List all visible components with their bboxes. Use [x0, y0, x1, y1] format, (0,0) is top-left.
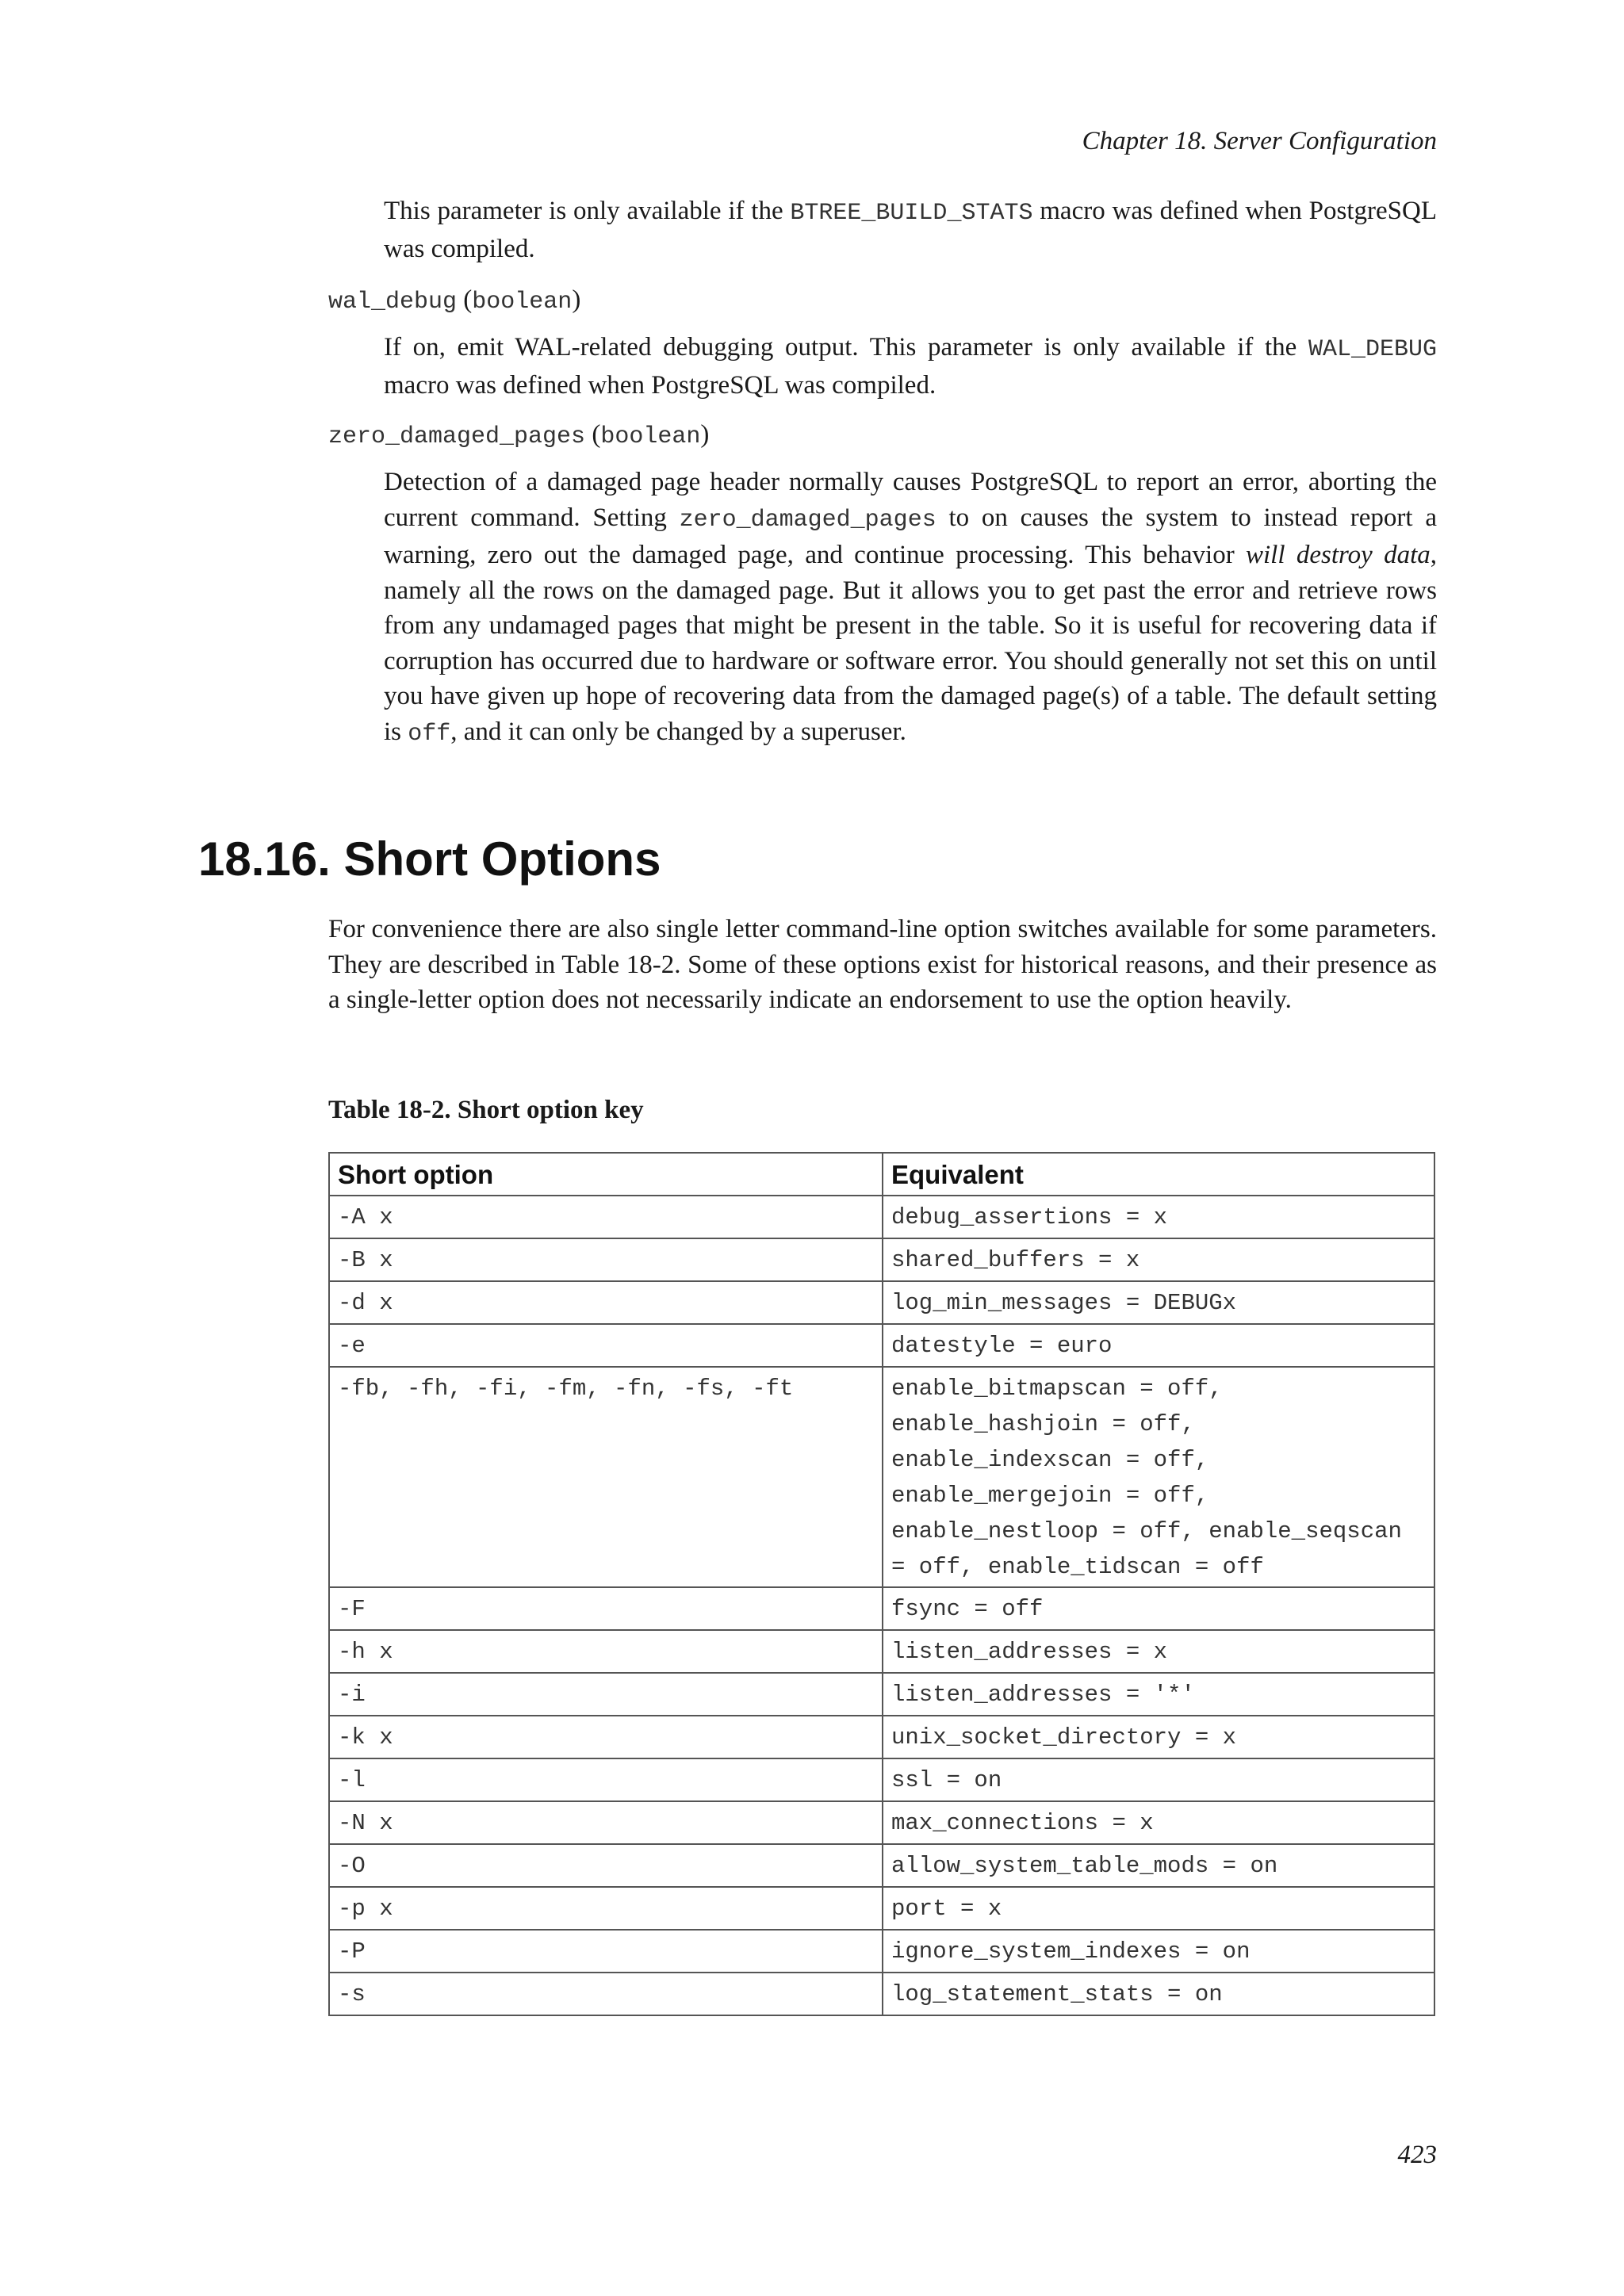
emphasis-will-destroy-data: will destroy data — [1246, 541, 1431, 569]
equivalent-cell: log_statement_stats = on — [883, 1973, 1434, 2015]
table-row — [329, 1973, 1434, 2015]
short-option-cell: -P — [329, 1930, 883, 1973]
table-row — [329, 1587, 1434, 1630]
table-row — [329, 1238, 1434, 1281]
short-option-cell: -k x — [329, 1716, 883, 1758]
equivalent-cell: debug_assertions = x — [883, 1196, 1434, 1238]
short-option-cell: -O — [329, 1844, 883, 1887]
short-option-cell: -A x — [329, 1196, 883, 1238]
equivalent-cell: log_min_messages = DEBUGx — [883, 1281, 1434, 1324]
table-row — [329, 1630, 1434, 1673]
equivalent-cell: unix_socket_directory = x — [883, 1716, 1434, 1758]
short-option-cell: -e — [329, 1324, 883, 1367]
table-row — [329, 1367, 1434, 1587]
table-row — [329, 1844, 1434, 1887]
short-option-cell: -s — [329, 1973, 883, 2015]
table-row — [329, 1281, 1434, 1324]
zero-damaged-pages-name: zero_damaged_pages — [328, 423, 586, 450]
equivalent-cell: ignore_system_indexes = on — [883, 1930, 1434, 1973]
table-header-row — [329, 1153, 1434, 1196]
equivalent-cell: listen_addresses = x — [883, 1630, 1434, 1673]
equivalent-cell: enable_bitmapscan = off, enable_hashjoin = off, enable_indexscan = off, enable_mergejoin = off, enable_nestloop = off, enable_seqscan = off, enable_tidscan = off — [883, 1367, 1434, 1587]
wal-debug-name: wal_debug — [328, 289, 458, 316]
table-row — [329, 1673, 1434, 1716]
equivalent-cell: port = x — [883, 1887, 1434, 1930]
equivalent-cell: datestyle = euro — [883, 1324, 1434, 1367]
short-option-cell: -i — [329, 1673, 883, 1716]
short-option-cell: -p x — [329, 1887, 883, 1930]
equivalent-cell: ssl = on — [883, 1758, 1434, 1801]
short-option-cell: -fb, -fh, -fi, -fm, -fn, -fs, -ft — [329, 1367, 883, 1587]
short-option-cell: -d x — [329, 1281, 883, 1324]
equivalent-cell: max_connections = x — [883, 1801, 1434, 1844]
btree-build-stats-note: This parameter is only available if the BTREE_BUILD_STATS macro was defined when PostgreSQL was compiled. — [384, 197, 1437, 263]
wal-debug-term: wal_debug (boolean) — [328, 285, 581, 316]
equivalent-cell: fsync = off — [883, 1587, 1434, 1630]
table-row — [329, 1716, 1434, 1758]
table-caption: Table 18-2. Short option key — [328, 1096, 644, 1124]
section-intro-paragraph: For convenience there are also single letter command-line option switches available for some parameters. They are described in Table 18-2. Some of these options exist for historical reasons, and their presence as a single-letter option does not necessarily indicate an endorsement to use the option heavily. — [328, 915, 1437, 1014]
running-header: Chapter 18. Server Configuration — [1082, 127, 1437, 155]
short-option-table — [328, 1152, 1435, 2016]
zero-damaged-pages-description: Detection of a damaged page header normally causes PostgreSQL to report an error, aborting the current command. Setting zero_damaged_pages to on causes the system to instead report a warning, zero out the damaged page, and continue processing. This behavior will destroy data, namely all the rows on the damaged page. But it allows you to get past the error and retrieve rows from any undamaged pages that might be present in the table. So it is useful for recovering data if corruption has occurred due to hardware or software error. You should generally not set this on until you have given up hope of recovering data from the damaged page(s) of a table. The default setting is off, and it can only be changed by a superuser. — [384, 468, 1437, 748]
table-row — [329, 1930, 1434, 1973]
column-header-equivalent: Equivalent — [883, 1153, 1434, 1196]
short-option-cell: -N x — [329, 1801, 883, 1844]
short-option-cell: -B x — [329, 1238, 883, 1281]
btree-build-stats-macro: BTREE_BUILD_STATS — [790, 200, 1033, 227]
equivalent-cell: shared_buffers = x — [883, 1238, 1434, 1281]
table-row — [329, 1801, 1434, 1844]
wal-debug-type: boolean — [472, 289, 573, 316]
short-option-cell: -l — [329, 1758, 883, 1801]
short-option-cell: -h x — [329, 1630, 883, 1673]
equivalent-cell: listen_addresses = '*' — [883, 1673, 1434, 1716]
equivalent-cell: allow_system_table_mods = on — [883, 1844, 1434, 1887]
wal-debug-description: If on, emit WAL-related debugging output. This parameter is only available if the WAL_DEBUG macro was defined when PostgreSQL was compiled. — [384, 333, 1437, 400]
table-row — [329, 1758, 1434, 1801]
column-header-short-option: Short option — [329, 1153, 883, 1196]
section-title: 18.16. Short Options — [198, 832, 661, 886]
table-row — [329, 1324, 1434, 1367]
table-row — [329, 1887, 1434, 1930]
table-row — [329, 1196, 1434, 1238]
zero-damaged-pages-term: zero_damaged_pages (boolean) — [328, 420, 710, 450]
short-option-cell: -F — [329, 1587, 883, 1630]
page-number: 423 — [1397, 2141, 1437, 2169]
zero-damaged-pages-type: boolean — [600, 423, 701, 450]
